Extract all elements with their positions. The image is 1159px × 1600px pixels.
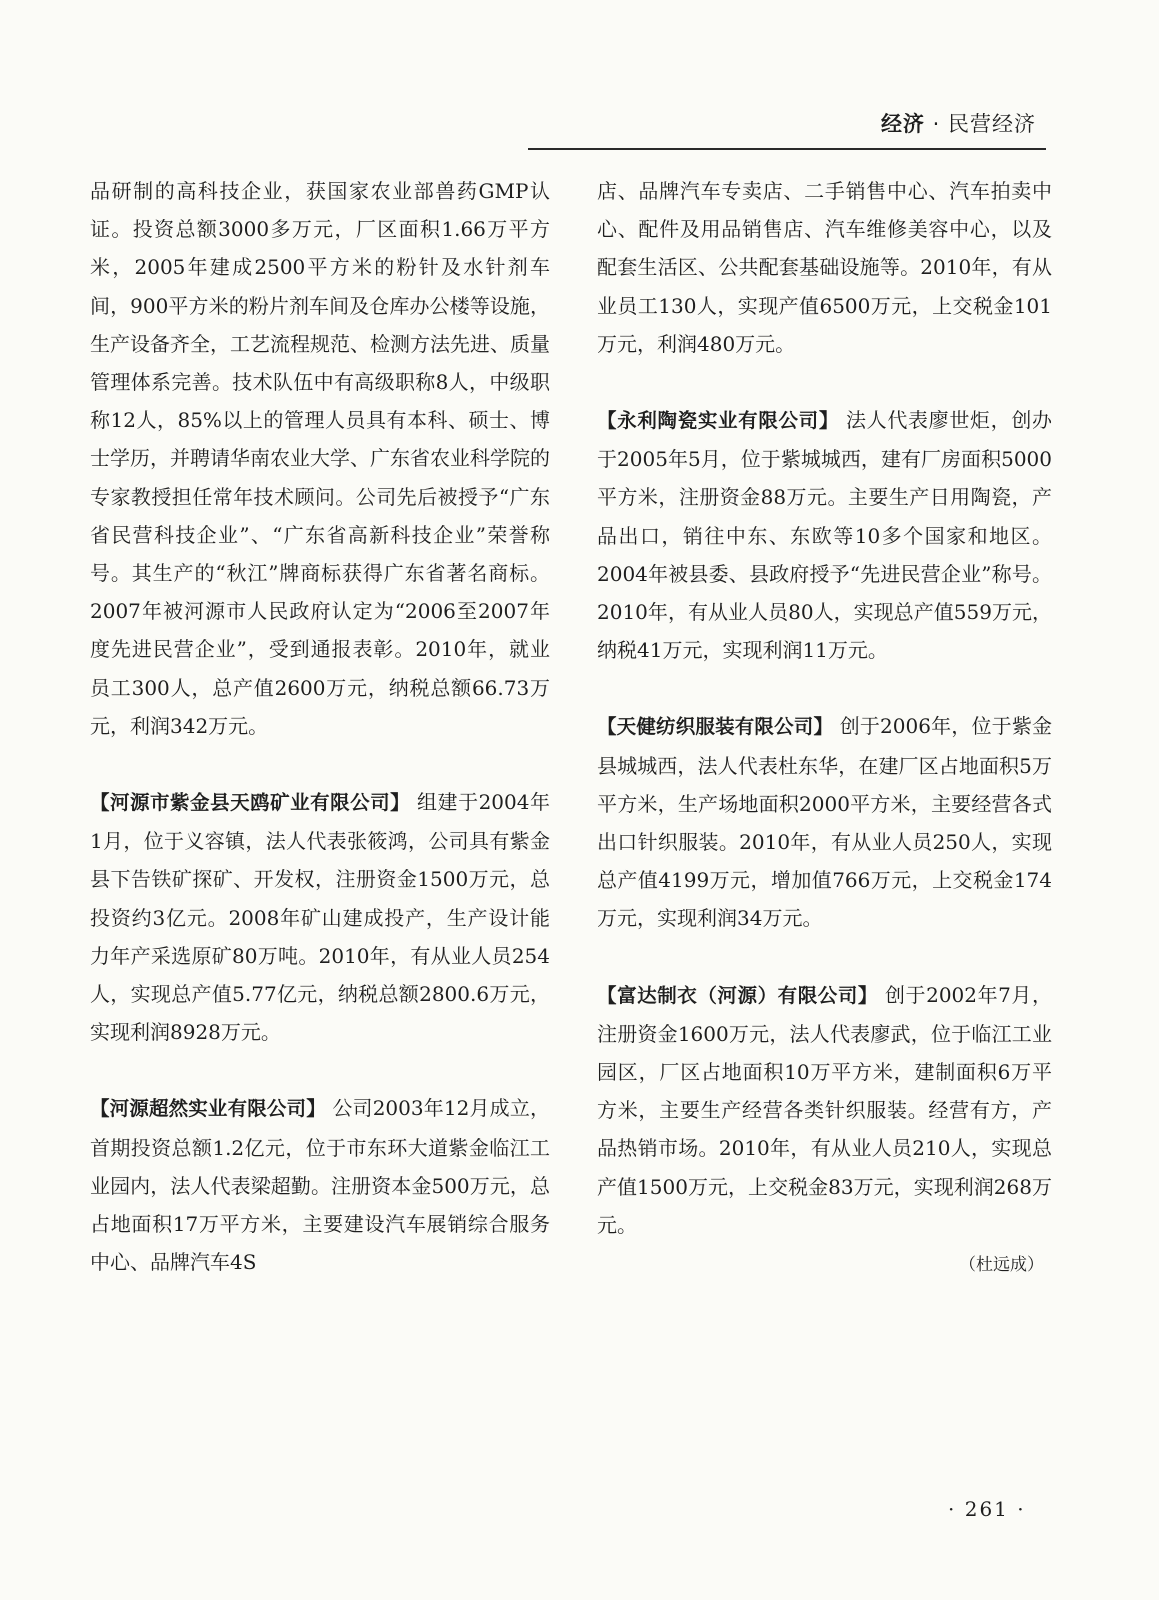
entry-title: 【河源超然实业有限公司】 [90,1097,326,1121]
entry-body: 创于2006年，位于紫金县城城西，法人代表杜东华，在建厂区占地面积5万平方米，生产场地面积2000平方米，主要经营各式出口针织服装。2010年，有从业人员250人，实现总产值4199万元，增加值766万元，上交税金174万元，实现利润34万元。 [597,714,1053,931]
entry-chaoran-industrial [90,1089,550,1281]
running-header [528,100,1046,150]
entry-tianjian-textile [597,707,1052,937]
section-title [881,108,1036,138]
left-column [90,172,550,1319]
section-title-sub: 民营经济 [948,112,1036,136]
right-column [597,172,1052,1284]
entry-fuda-garment [597,976,1052,1244]
author-attribution: （杜远成） [959,1255,1044,1276]
entry-yongli-ceramics [597,401,1052,669]
page-number: · 261 · [948,1497,1026,1521]
entry-tianou-mining [90,783,550,1051]
entry-title: 【永利陶瓷实业有限公司】 [597,409,839,433]
entry-body: 法人代表廖世炬，创办于2005年5月，位于紫城城西，建有厂房面积5000平方米，注册资金88万元。主要生产日用陶瓷，产品出口，销往中东、东欧等10多个国家和地区。2004年被县委、县政府授予“先进民营企业”称号。2010年，有从业人员80人，实现总产值559万元，纳税41万元，实现利润11万元。 [597,408,1052,663]
entry-title: 【河源市紫金县天鸥矿业有限公司】 [90,791,411,815]
continued-paragraph: 品研制的高科技企业，获国家农业部兽药GMP认证。投资总额3000多万元，厂区面积1.66万平方米，2005年建成2500平方米的粉针及水针剂车间，900平方米的粉片剂车间及仓库办公楼等设施，生产设备齐全，工艺流程规范、检测方法先进、质量管理体系完善。技术队伍中有高级职称8人，中级职称12人，85%以上的管理人员具有本科、硕士、博士学历，并聘请华南农业大学、广东省农业科学院的专家教授担任常年技术顾问。公司先后被授予“广东省民营科技企业”、“广东省高新科技企业”荣誉称号。其生产的“秋江”牌商标获得广东省著名商标。2007年被河源市人民政府认定为“2006至2007年度先进民营企业”，受到通报表彰。2010年，就业员工300人，总产值2600万元，纳税总额66.73万元，利润342万元。 [90,179,550,738]
section-title-separator: · [932,112,941,136]
continued-paragraph: 店、品牌汽车专卖店、二手销售中心、汽车拍卖中心、配件及用品销售店、汽车维修美容中心，以及配套生活区、公共配套基础设施等。2010年，有从业员工130人，实现产值6500万元，上交税金101万元，利润480万元。 [597,179,1052,356]
header-rule [528,148,1046,150]
entry-body: 公司2003年12月成立，首期投资总额1.2亿元，位于市东环大道紫金临江工业园内，法人代表梁超勤。注册资本金500万元，总占地面积17万平方米，主要建设汽车展销综合服务中心、品牌汽车4S [90,1096,550,1275]
entry-body: 组建于2004年1月，位于义容镇，法人代表张筱鸿，公司具有紫金县下告铁矿探矿、开发权，注册资金1500万元，总投资约3亿元。2008年矿山建成投产，生产设计能力年产采选原矿80万吨。2010年，有从业人员254人，实现总产值5.77亿元，纳税总额2800.6万元，实现利润8928万元。 [90,790,550,1045]
entry-body: 创于2002年7月，注册资金1600万元，法人代表廖武，位于临江工业园区，厂区占地面积10万平方米，建制面积6万平方米，主要生产经营各类针织服装。经营有方，产品热销市场。2010年，有从业人员210人，实现总产值1500万元，上交税金83万元，实现利润268万元。 [597,982,1053,1237]
section-title-main: 经济 [880,112,925,136]
entry-title: 【天健纺织服装有限公司】 [597,715,834,739]
entry-title: 【富达制衣（河源）有限公司】 [597,983,879,1007]
